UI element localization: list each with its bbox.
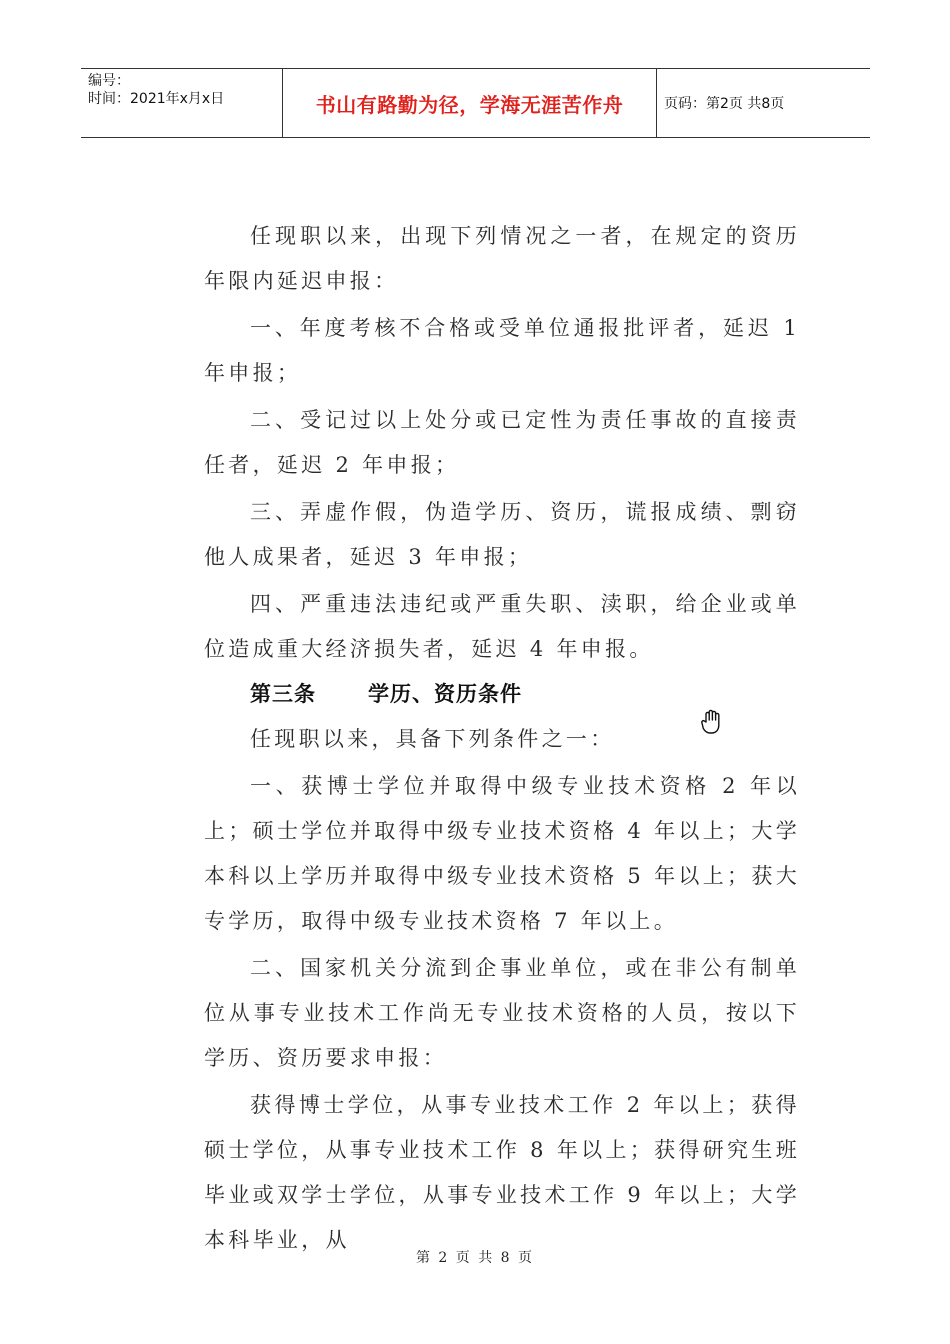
page-footer bbox=[0, 1247, 950, 1267]
header-page-info bbox=[657, 69, 870, 137]
document-date-label: 时间：2021年x月x日 bbox=[88, 91, 225, 107]
body-paragraph: 任现职以来，出现下列情况之一者，在规定的资历年限内延迟申报： bbox=[204, 224, 800, 293]
body-paragraph: 任现职以来，具备下列条件之一： bbox=[250, 727, 615, 751]
body-paragraph: 获得博士学位，从事专业技术工作 2 年以上；获得硕士学位，从事专业技术工作 8 年以上；获得研究生班毕业或双学士学位，从事专业技术工作 9 年以上；大学本科毕业，从 bbox=[204, 1093, 800, 1252]
body-paragraph: 一、获博士学位并取得中级专业技术资格 2 年以上；硕士学位并取得中级专业技术资格 4 年以上；大学本科以上学历并取得中级专业技术资格 5 年以上；获大专学历，取得中级专业技术资格 7 年以上。 bbox=[204, 774, 800, 933]
body-paragraph: 二、国家机关分流到企事业单位，或在非公有制单位从事专业技术工作尚无专业技术资格的人员，按以下学历、资历要求申报： bbox=[204, 956, 800, 1070]
article-number: 第三条 bbox=[250, 682, 316, 706]
document-number-label: 编号： bbox=[88, 73, 130, 89]
motto-text: 书山有路勤为径，学海无涯苦作舟 bbox=[315, 92, 624, 117]
header-meta bbox=[81, 69, 282, 137]
body-paragraph: 一、年度考核不合格或受单位通报批评者，延迟 1 年申报； bbox=[204, 316, 800, 385]
page-header bbox=[81, 68, 870, 138]
document-body bbox=[204, 214, 800, 1263]
hand-cursor-icon bbox=[697, 708, 727, 738]
footer-page-number: 第 2 页 共 8 页 bbox=[415, 1250, 535, 1266]
body-paragraph: 四、严重违法违纪或严重失职、渎职，给企业或单位造成重大经济损失者，延迟 4 年申报。 bbox=[204, 592, 800, 661]
body-paragraph: 二、受记过以上处分或已定性为责任事故的直接责任者，延迟 2 年申报； bbox=[204, 408, 800, 477]
page-info-text: 页码：第2页 共8页 bbox=[664, 96, 785, 112]
article-title: 学历、资历条件 bbox=[368, 682, 522, 706]
header-motto bbox=[282, 69, 657, 137]
body-paragraph: 三、弄虚作假，伪造学历、资历，谎报成绩、剽窃他人成果者，延迟 3 年申报； bbox=[204, 500, 800, 569]
